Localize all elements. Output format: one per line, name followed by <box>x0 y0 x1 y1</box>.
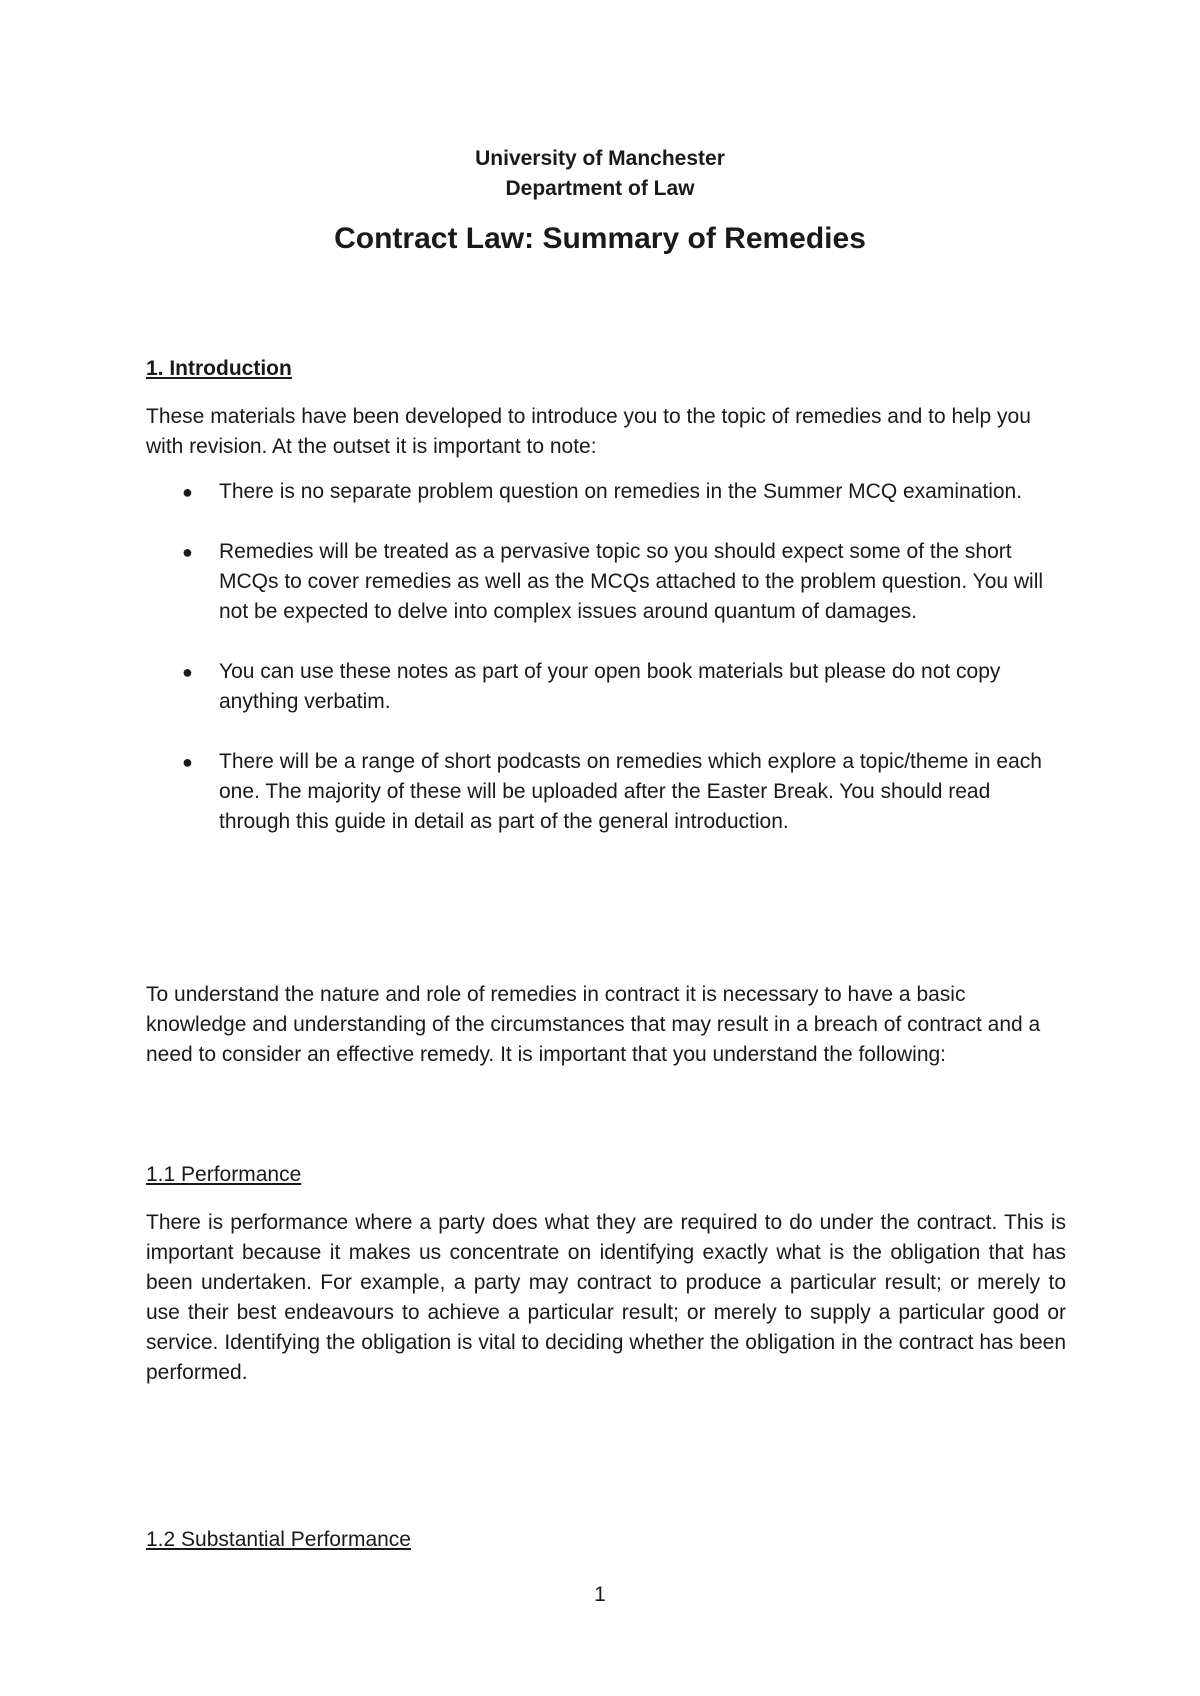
page-number: 1 <box>594 1583 606 1606</box>
understand-paragraph: To understand the nature and role of remedies in contract it is necessary to have a basic knowledge and understanding of the circumstances that may result in a breach of contract and a need to consider an effective remedy. It is important that you understand the following: <box>146 983 1041 1066</box>
list-item-text: There is no separate problem question on remedies in the Summer MCQ examination. <box>219 480 1023 503</box>
department-name: Department of Law <box>505 177 695 200</box>
bullet-icon: ● <box>182 752 193 772</box>
performance-paragraph: There is performance where a party does what they are required to do under the contract. This is important because it makes us concentrate on identifying exactly what is the obligation that has been undertaken. For example, a party may contract to produce a particular result; or merely to use their best endeavours to achieve a particular result; or merely to supply a particular good or service. Identifying the obligation is vital to deciding whether the obligation in the contract has been performed. <box>146 1211 1066 1384</box>
document-title: Contract Law: Summary of Remedies <box>334 222 866 255</box>
list-item <box>146 657 1066 717</box>
section-heading-substantial-performance: 1.2 Substantial Performance <box>146 1528 411 1551</box>
bullet-icon: ● <box>182 482 193 502</box>
list-item-text: There will be a range of short podcasts on remedies which explore a topic/theme in each one. The majority of these will be uploaded after the Easter Break. You should read through this guide in detail as part of the general introduction. <box>219 750 1042 833</box>
section-heading-performance: 1.1 Performance <box>146 1163 302 1186</box>
list-item <box>146 477 1066 507</box>
intro-paragraph: These materials have been developed to introduce you to the topic of remedies and to help you with revision. At the outset it is important to note: <box>146 405 1031 458</box>
university-name: University of Manchester <box>475 147 725 170</box>
list-item <box>146 747 1066 837</box>
intro-bullet-list <box>146 477 1066 867</box>
list-item-text: You can use these notes as part of your open book materials but please do not copy anything verbatim. <box>219 660 1001 713</box>
section-heading-introduction: 1. Introduction <box>146 357 292 380</box>
list-item <box>146 537 1066 627</box>
bullet-icon: ● <box>182 662 193 682</box>
list-item-text: Remedies will be treated as a pervasive topic so you should expect some of the short MCQs to cover remedies as well as the MCQs attached to the problem question. You will not be expected to delve into complex issues around quantum of damages. <box>219 540 1044 623</box>
bullet-icon: ● <box>182 542 193 562</box>
